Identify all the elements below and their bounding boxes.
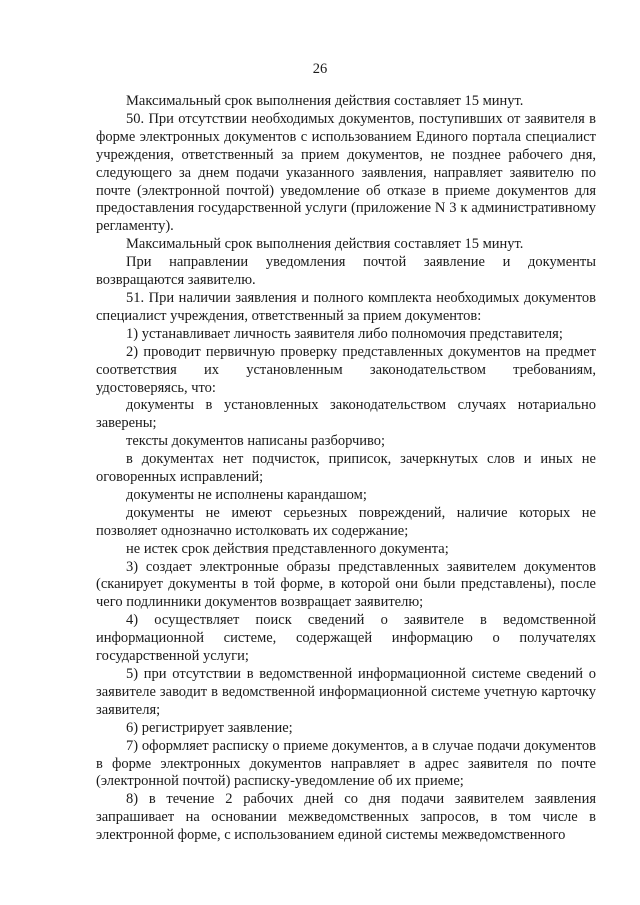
paragraph: документы в установленных законодательством случаях нотариально заверены; — [96, 397, 596, 432]
paragraph: тексты документов написаны разборчиво; — [126, 433, 386, 450]
paragraph: 5) при отсутствии в ведомственной информационной системе сведений о заявителе заводит в ведомственной информационной системе учетную карточку заявителя; — [96, 666, 596, 718]
paragraph: Максимальный срок выполнения действия составляет 15 минут. — [126, 93, 524, 109]
paragraph: документы не исполнены карандашом; — [126, 486, 367, 503]
paragraph: При направлении уведомления почтой заявление и документы возвращаются заявителю. — [96, 254, 596, 289]
page-number: 26 — [312, 61, 328, 77]
paragraph: Максимальный срок выполнения действия составляет 15 минут. — [126, 236, 524, 253]
document-body — [96, 93, 596, 845]
paragraph: в документах нет подчисток, приписок, зачеркнутых слов и иных не оговоренных исправлений; — [96, 451, 596, 486]
paragraph: 8) в течение 2 рабочих дней со дня подачи заявителем заявления запрашивает на основании межведомственных запросов, в том числе в электронной форме, с использованием единой системы межведомственного — [96, 791, 596, 844]
paragraph: 3) создает электронные образы представленных заявителем документов (сканирует документы в той форме, в которой они были представлены), после чего подлинники документов возвращает заявителю; — [96, 558, 596, 611]
paragraph: 50. При отсутствии необходимых документов, поступивших от заявителя в форме электронных документов с использованием Единого портала специалист учреждения, ответственный за прием документов, не позднее рабочего дня, следующего за днем подачи указанного заявления, направляет заявителю по почте (электронной почтой) уведомление об отказе в приеме документов для предоставления государственной услуги (приложение N 3 к административному регламенту). — [96, 110, 596, 235]
paragraph: 51. При наличии заявления и полного комплекта необходимых документов специалист учреждения, ответственный за прием документов: — [96, 289, 596, 324]
paragraph: 7) оформляет расписку о приеме документов, а в случае подачи документов в форме электронных документов направляет в адрес заявителя по почте (электронной почтой) расписку-уведомление об их приеме; — [96, 737, 596, 790]
paragraph: не истек срок действия представленного документа; — [126, 540, 449, 557]
paragraph: 4) осуществляет поиск сведений о заявителе в ведомственной информационной системе, содержащей информацию о получателях государственной услуги; — [96, 612, 596, 665]
paragraph: 6) регистрирует заявление; — [126, 719, 293, 736]
paragraph: 2) проводит первичную проверку представленных документов на предмет соответствия их установленным законодательством требованиям, удостоверяясь, что: — [96, 343, 596, 396]
paragraph: 1) устанавливает личность заявителя либо полномочия представителя; — [126, 325, 563, 342]
paragraph: документы не имеют серьезных повреждений, наличие которых не позволяет однозначно истолковать их содержание; — [96, 504, 596, 539]
